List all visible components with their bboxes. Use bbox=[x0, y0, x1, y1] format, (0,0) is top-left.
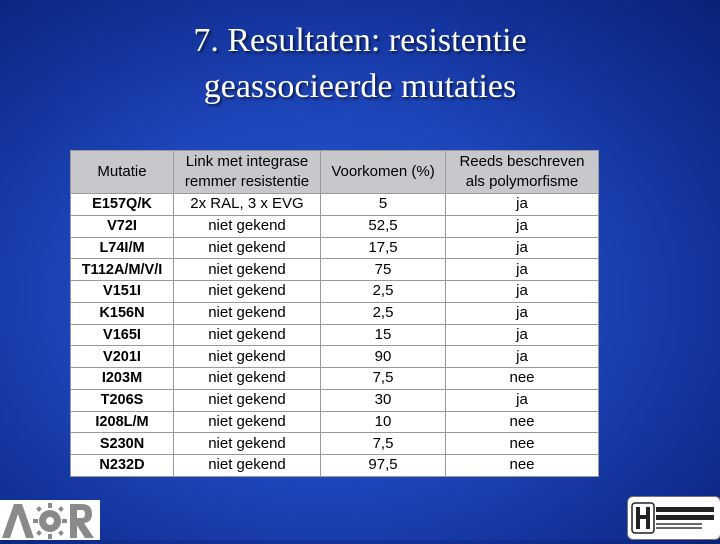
cell-polymorfisme: ja bbox=[446, 194, 599, 216]
cell-polymorfisme: nee bbox=[446, 433, 599, 455]
column-header-voorkomen: Voorkomen (%) bbox=[321, 151, 446, 194]
cell-link: niet gekend bbox=[174, 237, 321, 259]
table-row bbox=[71, 259, 599, 281]
table-row bbox=[71, 215, 599, 237]
column-header-mutatie: Mutatie bbox=[71, 151, 174, 194]
cell-voorkomen: 5 bbox=[321, 194, 446, 216]
cell-link: niet gekend bbox=[174, 259, 321, 281]
cell-mutatie: I208L/M bbox=[71, 411, 174, 433]
cell-polymorfisme: ja bbox=[446, 237, 599, 259]
table-row bbox=[71, 324, 599, 346]
table-row bbox=[71, 455, 599, 477]
table-row bbox=[71, 194, 599, 216]
cell-voorkomen: 17,5 bbox=[321, 237, 446, 259]
cell-mutatie: N232D bbox=[71, 455, 174, 477]
cell-polymorfisme: ja bbox=[446, 215, 599, 237]
cell-polymorfisme: ja bbox=[446, 389, 599, 411]
cell-polymorfisme: nee bbox=[446, 455, 599, 477]
cell-polymorfisme: ja bbox=[446, 302, 599, 324]
cell-mutatie: I203M bbox=[71, 368, 174, 390]
cell-link: niet gekend bbox=[174, 411, 321, 433]
cell-polymorfisme: nee bbox=[446, 411, 599, 433]
cell-polymorfisme: ja bbox=[446, 324, 599, 346]
cell-voorkomen: 10 bbox=[321, 411, 446, 433]
cell-mutatie: K156N bbox=[71, 302, 174, 324]
cell-link: niet gekend bbox=[174, 433, 321, 455]
cell-link: niet gekend bbox=[174, 281, 321, 303]
cell-voorkomen: 7,5 bbox=[321, 433, 446, 455]
cell-voorkomen: 52,5 bbox=[321, 215, 446, 237]
cell-voorkomen: 90 bbox=[321, 346, 446, 368]
slide-title-line-2: geassocieerde mutaties bbox=[203, 68, 517, 105]
cell-mutatie: S230N bbox=[71, 433, 174, 455]
cell-link: niet gekend bbox=[174, 455, 321, 477]
cell-voorkomen: 15 bbox=[321, 324, 446, 346]
cell-voorkomen: 75 bbox=[321, 259, 446, 281]
column-header-link: Link met integrase remmer resistentie bbox=[174, 151, 321, 194]
cell-polymorfisme: nee bbox=[446, 368, 599, 390]
arl-logo bbox=[0, 500, 100, 540]
cell-link: niet gekend bbox=[174, 346, 321, 368]
cell-polymorfisme: ja bbox=[446, 346, 599, 368]
table-row bbox=[71, 411, 599, 433]
cell-voorkomen: 30 bbox=[321, 389, 446, 411]
slide-title bbox=[0, 18, 720, 110]
cell-mutatie: V72I bbox=[71, 215, 174, 237]
table-row bbox=[71, 302, 599, 324]
cell-link: niet gekend bbox=[174, 389, 321, 411]
cell-polymorfisme: ja bbox=[446, 281, 599, 303]
cell-voorkomen: 7,5 bbox=[321, 368, 446, 390]
cell-link: niet gekend bbox=[174, 215, 321, 237]
cell-voorkomen: 97,5 bbox=[321, 455, 446, 477]
column-header-polymorfisme: Reeds beschreven als polymorfisme bbox=[446, 151, 599, 194]
table-row bbox=[71, 389, 599, 411]
cell-mutatie: E157Q/K bbox=[71, 194, 174, 216]
cell-mutatie: T112A/M/V/I bbox=[71, 259, 174, 281]
table-header-row bbox=[71, 151, 599, 194]
cell-link: 2x RAL, 3 x EVG bbox=[174, 194, 321, 216]
cell-mutatie: V165I bbox=[71, 324, 174, 346]
hogeschool-logo bbox=[627, 496, 720, 540]
cell-link: niet gekend bbox=[174, 302, 321, 324]
table-row bbox=[71, 368, 599, 390]
cell-link: niet gekend bbox=[174, 324, 321, 346]
cell-link: niet gekend bbox=[174, 368, 321, 390]
cell-polymorfisme: ja bbox=[446, 259, 599, 281]
cell-voorkomen: 2,5 bbox=[321, 281, 446, 303]
cell-voorkomen: 2,5 bbox=[321, 302, 446, 324]
slide-title-line-1: 7. Resultaten: resistentie bbox=[193, 22, 527, 59]
cell-mutatie: L74I/M bbox=[71, 237, 174, 259]
cell-mutatie: V201I bbox=[71, 346, 174, 368]
table-row bbox=[71, 346, 599, 368]
table-row bbox=[71, 281, 599, 303]
table-row bbox=[71, 237, 599, 259]
results-table bbox=[70, 150, 599, 477]
cell-mutatie: T206S bbox=[71, 389, 174, 411]
table-row bbox=[71, 433, 599, 455]
cell-mutatie: V151I bbox=[71, 281, 174, 303]
